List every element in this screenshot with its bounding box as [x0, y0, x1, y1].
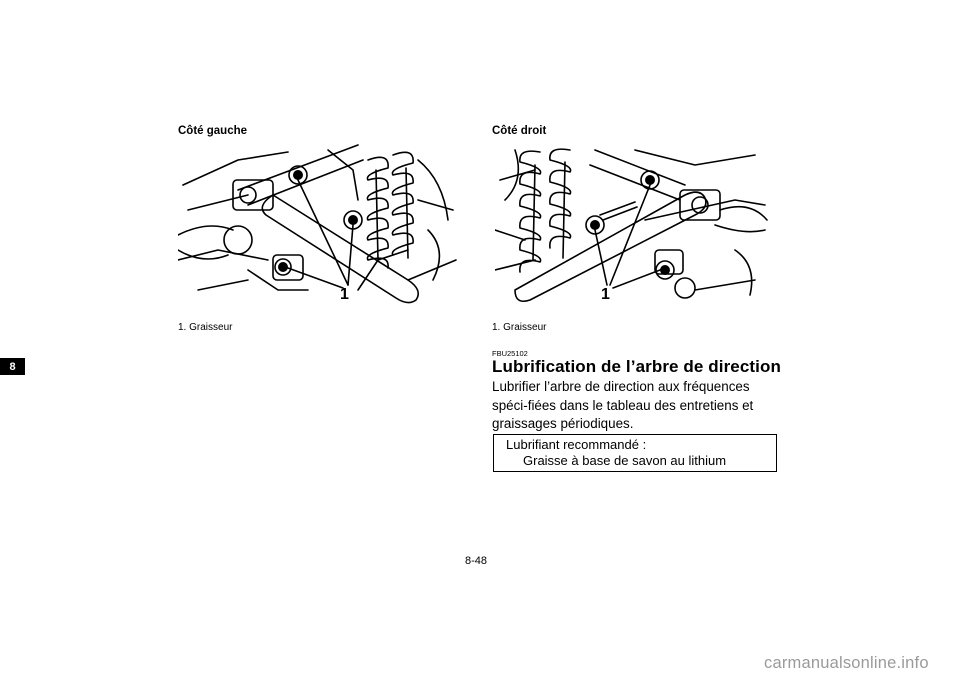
right-figure-callout: 1	[601, 286, 610, 303]
section-body: Lubrifier l’arbre de direction aux fréquences spéci-fiées dans le tableau des entretiens et graissages périodiques.	[492, 379, 754, 431]
page-number: 8-48	[465, 555, 488, 567]
left-figure-title: Côté gauche	[178, 125, 248, 137]
spec-label: Lubrifiant recommandé :	[506, 437, 647, 452]
watermark-link[interactable]: carmanualsonline.info	[764, 654, 929, 672]
section-heading: Lubrification de l’arbre de direction	[492, 357, 781, 376]
recommended-lubricant-box	[493, 434, 777, 472]
left-figure-callout: 1	[340, 286, 349, 303]
left-figure-caption: 1. Graisseur	[178, 322, 233, 333]
section-code: FBU25102	[492, 349, 528, 358]
right-side-grease-nipple-illustration	[495, 140, 770, 308]
chapter-tab: 8	[0, 358, 25, 375]
left-side-grease-nipple-illustration	[178, 140, 458, 308]
spec-value: Graisse à base de savon au lithium	[523, 453, 727, 468]
right-figure-title: Côté droit	[492, 125, 547, 137]
right-figure-caption: 1. Graisseur	[492, 322, 547, 333]
